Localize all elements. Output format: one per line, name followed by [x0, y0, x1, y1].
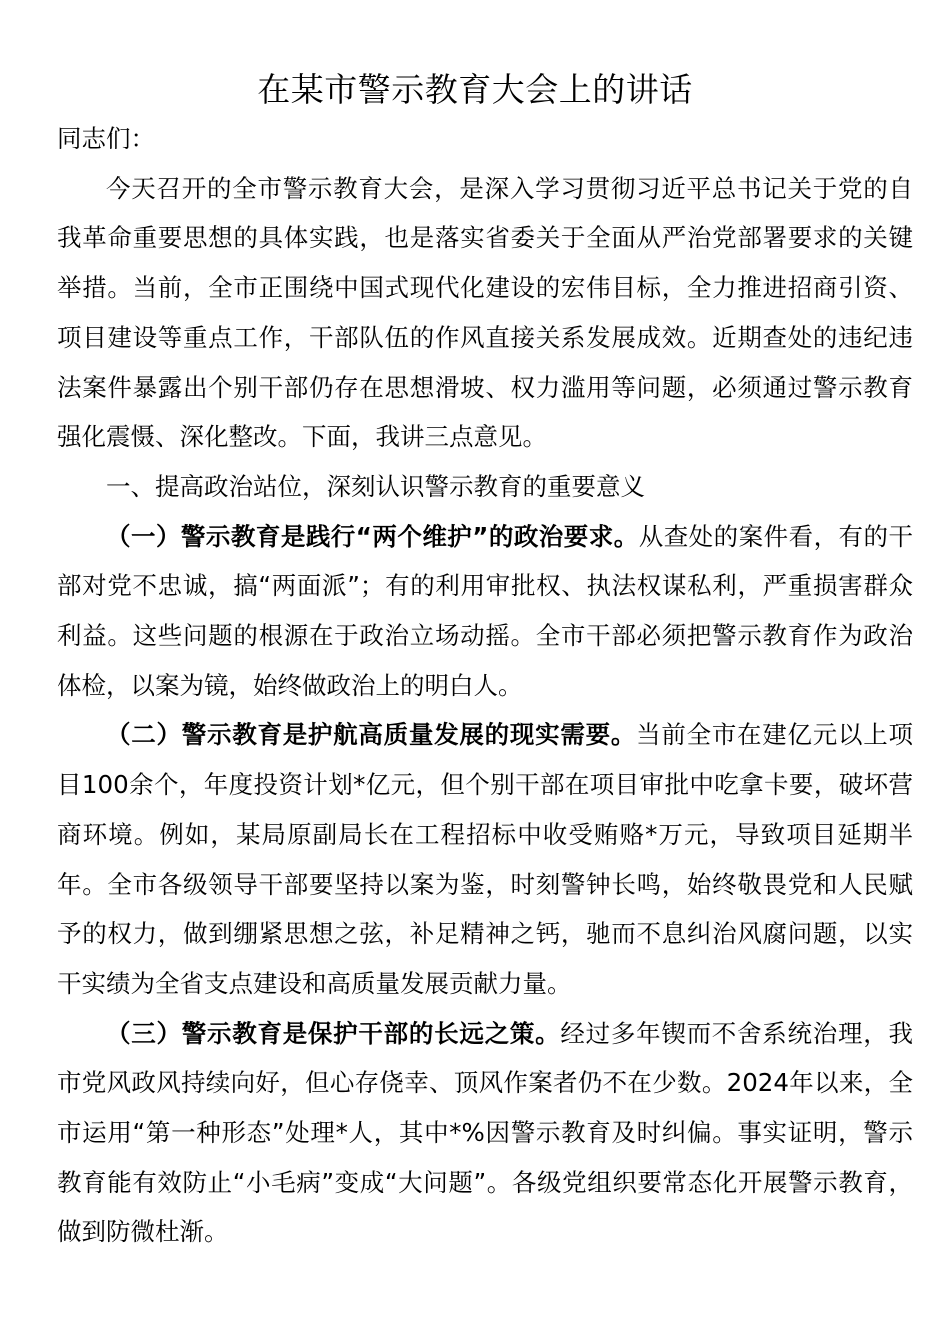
point-paragraph-2	[57, 710, 913, 1008]
point-text-3: 经过多年锲而不舍系统治理，我市党风政风持续向好，但心存侥幸、顶风作案者仍不在少数。2024年以来，全市运用“第一种形态”处理*人，其中*%因警示教育及时纠偏。事实证明，警示教育能有效防止“小毛病”变成“大问题”。各级党组织要常态化开展警示教育，做到防微杜渐。	[57, 1018, 914, 1247]
point-text-2: 当前全市在建亿元以上项目100余个，年度投资计划*亿元，但个别干部在项目审批中吃拿卡要，破坏营商环境。例如，某局原副局长在工程招标中收受贿赂*万元，导致项目延期半年。全市各级领导干部要坚持以案为鉴，时刻警钟长鸣，始终敬畏党和人民赋予的权力，做到绷紧思想之弦，补足精神之钙，驰而不息纠治风腐问题，以实干实绩为全省支点建设和高质量发展贡献力量。	[57, 720, 914, 998]
section-heading: 一、提高政治站位，深刻认识警示教育的重要意义	[106, 471, 645, 501]
point-paragraph-3	[57, 1009, 913, 1258]
point-lead-1: （一）警示教育是践行“两个维护”的政治要求。	[106, 521, 639, 551]
document-title: 在某市警示教育大会上的讲话	[257, 70, 693, 109]
point-lead-3: （三）警示教育是保护干部的长远之策。	[106, 1018, 561, 1048]
point-text-1: 从查处的案件看，有的干部对党不忠诚，搞“两面派”；有的利用审批权、执法权谋私利，严重损害群众利益。这些问题的根源在于政治立场动摇。全市干部必须把警示教育作为政治体检，以案为镜，始终做政治上的明白人。	[57, 521, 913, 700]
document-body	[57, 114, 913, 1257]
point-lead-2: （二）警示教育是护航高质量发展的现实需要。	[106, 720, 637, 750]
salutation: 同志们：	[57, 124, 155, 153]
intro-paragraph: 今天召开的全市警示教育大会，是深入学习贯彻习近平总书记关于党的自我革命重要思想的具体实践，也是落实省委关于全面从严治党部署要求的关键举措。当前，全市正围绕中国式现代化建设的宏伟目标，全力推进招商引资、项目建设等重点工作，干部队伍的作风直接关系发展成效。近期查处的违纪违法案件暴露出个别干部仍存在思想滑坡、权力滥用等问题，必须通过警示教育强化震慑、深化整改。下面，我讲三点意见。	[57, 173, 913, 452]
point-paragraph-1	[57, 512, 913, 711]
